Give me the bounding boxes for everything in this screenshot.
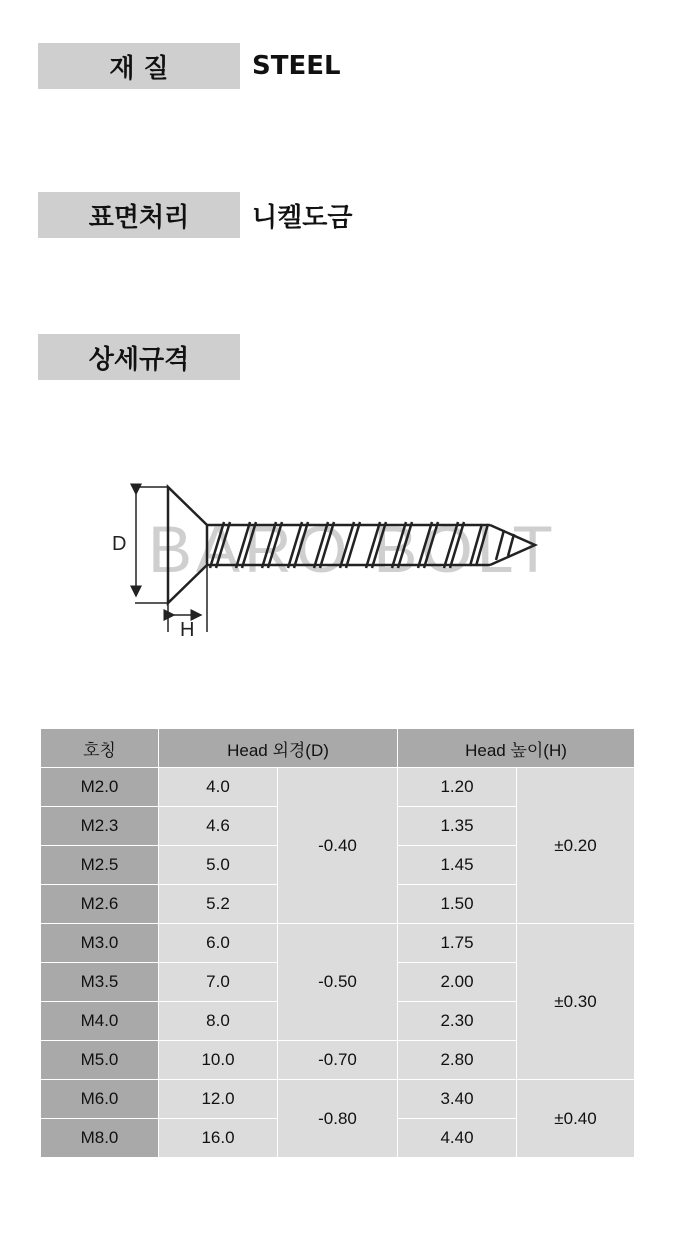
row-d: 7.0	[159, 963, 278, 1002]
row-h: 3.40	[398, 1080, 517, 1119]
surface-value: 니켈도금	[252, 202, 353, 233]
row-d: 5.2	[159, 885, 278, 924]
table-row	[41, 924, 635, 963]
screw-diagram	[100, 470, 560, 650]
row-d: 6.0	[159, 924, 278, 963]
row-name: M6.0	[41, 1080, 159, 1119]
header-head-height: Head 높이(H)	[398, 729, 635, 768]
row-h: 1.35	[398, 807, 517, 846]
surface-label: 표면처리	[38, 192, 240, 238]
row-d: 4.0	[159, 768, 278, 807]
row-d: 12.0	[159, 1080, 278, 1119]
h-tolerance: ±0.20	[517, 768, 635, 924]
row-h: 1.20	[398, 768, 517, 807]
row-name: M4.0	[41, 1002, 159, 1041]
row-h: 1.45	[398, 846, 517, 885]
row-h: 2.80	[398, 1041, 517, 1080]
row-d: 8.0	[159, 1002, 278, 1041]
material-value: STEEL	[252, 51, 341, 81]
table-row	[41, 768, 635, 807]
dimension-h-label: H	[180, 619, 195, 641]
row-h: 2.30	[398, 1002, 517, 1041]
spec-table	[40, 728, 635, 1158]
d-tolerance: -0.70	[278, 1041, 398, 1080]
row-h: 2.00	[398, 963, 517, 1002]
header-name: 호칭	[41, 729, 159, 768]
row-h: 1.75	[398, 924, 517, 963]
diagram-watermark: BARO BOLT	[148, 512, 557, 586]
d-tolerance: -0.40	[278, 768, 398, 924]
table-header-row	[41, 729, 635, 768]
row-name: M3.0	[41, 924, 159, 963]
row-name: M2.3	[41, 807, 159, 846]
row-name: M2.5	[41, 846, 159, 885]
spec-label: 상세규격	[38, 334, 240, 380]
row-d: 10.0	[159, 1041, 278, 1080]
row-name: M3.5	[41, 963, 159, 1002]
row-name: M2.0	[41, 768, 159, 807]
table-row	[41, 1080, 635, 1119]
row-d: 5.0	[159, 846, 278, 885]
row-name: M5.0	[41, 1041, 159, 1080]
row-h: 1.50	[398, 885, 517, 924]
row-d: 4.6	[159, 807, 278, 846]
h-tolerance: ±0.40	[517, 1080, 635, 1158]
row-h: 4.40	[398, 1119, 517, 1158]
d-tolerance: -0.50	[278, 924, 398, 1041]
row-d: 16.0	[159, 1119, 278, 1158]
d-tolerance: -0.80	[278, 1080, 398, 1158]
header-head-diameter: Head 외경(D)	[159, 729, 398, 768]
row-name: M8.0	[41, 1119, 159, 1158]
h-tolerance: ±0.30	[517, 924, 635, 1080]
row-name: M2.6	[41, 885, 159, 924]
dimension-d-label: D	[112, 533, 127, 555]
material-label: 재 질	[38, 43, 240, 89]
